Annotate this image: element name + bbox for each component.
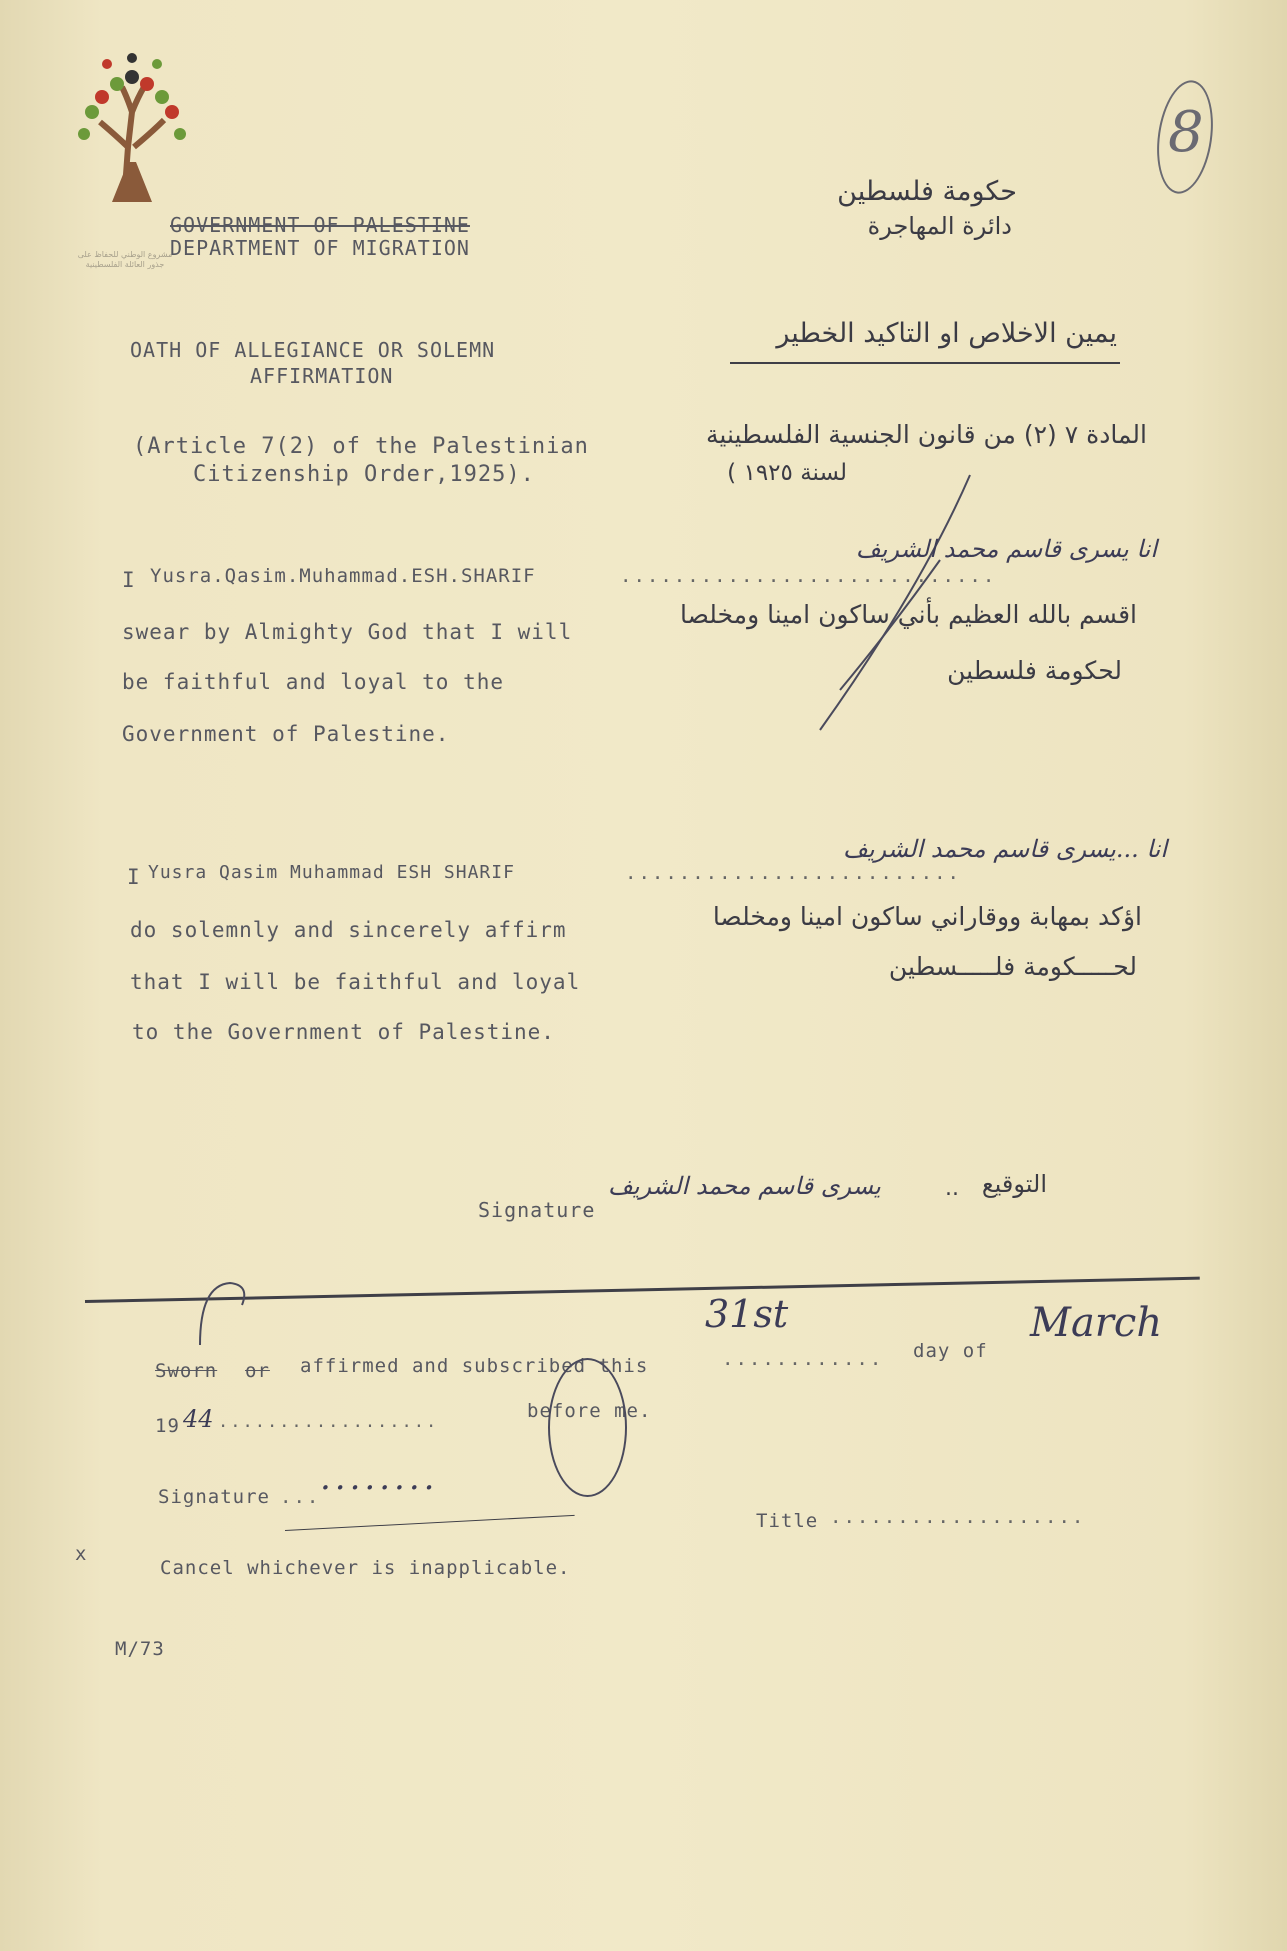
- family-tree-logo: [72, 52, 192, 202]
- affirmation-name-ar: انا ...يسرى قاسم محمد الشريف: [842, 835, 1167, 863]
- oath-name-dots: ............................: [620, 565, 997, 587]
- article-ar-line-1: المادة ٧ (٢) من قانون الجنسية الفلسطينية: [706, 420, 1147, 449]
- officer-signature-label: Signature: [158, 1486, 270, 1508]
- oath-en-line-3: Government of Palestine.: [122, 722, 450, 746]
- form-code: M/73: [115, 1638, 165, 1660]
- title-en-line-1: OATH OF ALLEGIANCE OR SOLEMN: [130, 338, 496, 362]
- signature-ar-dots: ..: [945, 1176, 959, 1201]
- folio-number: 8: [1168, 100, 1204, 165]
- handwritten-circle-mark: [548, 1358, 627, 1497]
- oath-ar-line-1: اقسم بالله العظيم بأني ساكون امينا ومخلصا: [679, 600, 1137, 629]
- oath-en-line-1: swear by Almighty God that I will: [122, 620, 573, 644]
- sworn-text-2: day of: [913, 1340, 988, 1362]
- title-dots: ...................: [830, 1506, 1086, 1528]
- header-department-ar: دائرة المهاجرة: [867, 212, 1012, 240]
- logo-caption-line-2: جذور العائلة الفلسطينية: [85, 260, 165, 269]
- signature-value: يسرى قاسم محمد الشريف: [608, 1172, 881, 1200]
- divider-flourish: [190, 1275, 270, 1355]
- oath-prefix: I: [122, 568, 136, 592]
- sworn-day-dots: ............: [722, 1348, 884, 1370]
- sworn-year-value: 44: [183, 1405, 214, 1433]
- affirmation-en-line-1: do solemnly and sincerely affirm: [130, 918, 567, 942]
- title-label: Title: [756, 1510, 819, 1532]
- officer-signature-value: ........: [320, 1458, 439, 1498]
- title-en-line-2: AFFIRMATION: [250, 364, 394, 388]
- affirmation-en-line-2: that I will be faithful and loyal: [130, 970, 581, 994]
- article-en-line-1: (Article 7(2) of the Palestinian: [133, 434, 589, 459]
- article-en-line-2: Citizenship Order,1925).: [193, 462, 535, 487]
- sworn-or-word: or: [245, 1360, 270, 1382]
- footnote-text: Cancel whichever is inapplicable.: [160, 1557, 571, 1579]
- article-ar-line-2: لسنة ١٩٢٥ ): [727, 460, 847, 486]
- sworn-day-value: 31st: [705, 1292, 789, 1336]
- sworn-text-3: before me.: [527, 1400, 652, 1422]
- sworn-year-prefix: 19: [155, 1415, 180, 1437]
- affirmation-en-line-3: to the Government of Palestine.: [132, 1020, 555, 1044]
- affirmation-name-dots: .........................: [625, 862, 961, 884]
- sworn-month-value: March: [1030, 1300, 1163, 1346]
- affirmation-ar-line-2: لحـــــكومة فلـــــسطين: [888, 952, 1137, 981]
- affirmation-prefix: I: [127, 865, 141, 889]
- sworn-text-1: affirmed and subscribed this: [300, 1355, 649, 1377]
- header-government-ar: حكومة فلسطين: [837, 176, 1017, 207]
- officer-signature-dots: ...: [280, 1486, 321, 1508]
- title-ar: يمين الاخلاص او التاكيد الخطير: [776, 318, 1117, 349]
- sworn-year-dots: ..................: [218, 1412, 439, 1432]
- signature-label-en: Signature: [478, 1198, 596, 1222]
- oath-name-ar: انا يسرى قاسم محمد الشريف: [855, 535, 1157, 563]
- logo-caption-line-1: مشروع الوطني للحفاظ على: [77, 250, 173, 259]
- title-ar-underline: [730, 362, 1120, 364]
- footnote-mark: x: [75, 1543, 88, 1565]
- affirmation-ar-line-1: اؤكد بمهابة ووقاراني ساكون امينا ومخلصا: [712, 902, 1142, 931]
- oath-en-line-2: be faithful and loyal to the: [122, 670, 505, 694]
- header-department-en: DEPARTMENT OF MIGRATION: [170, 236, 470, 260]
- oath-ar-line-2: لحكومة فلسطين: [947, 656, 1122, 685]
- sworn-word: Sworn: [155, 1360, 218, 1382]
- signature-label-ar: التوقيع: [981, 1170, 1047, 1198]
- header-government-en: GOVERNMENT OF PALESTINE: [170, 213, 470, 237]
- affirmation-name: Yusra Qasim Muhammad ESH SHARIF: [148, 862, 515, 883]
- oath-name: Yusra.Qasim.Muhammad.ESH.SHARIF: [150, 565, 536, 587]
